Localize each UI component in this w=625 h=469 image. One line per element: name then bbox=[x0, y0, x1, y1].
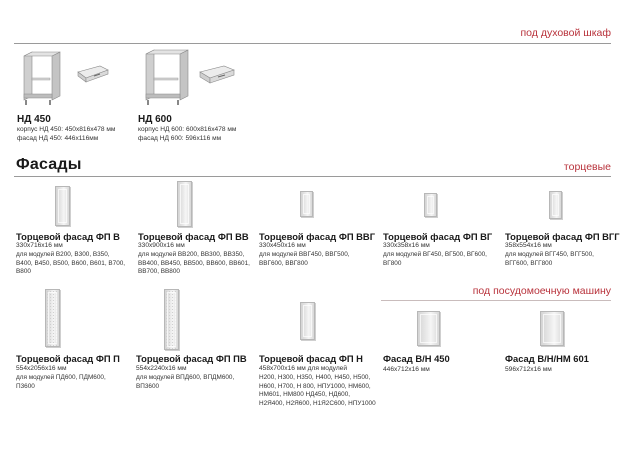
facade-dims: 446x712x16 мм bbox=[383, 366, 430, 373]
facade-modules: для модулей ВВГ450, ВВГ500, ВВГ600, ВВГ800 bbox=[259, 251, 350, 267]
facade-title: Торцевой фасад ФП П bbox=[16, 353, 120, 364]
oven-section-label: под духовой шкаф bbox=[520, 27, 611, 39]
facade-title: Фасад В/Н/НМ 601 bbox=[505, 353, 589, 364]
facade-modules: для модулей ВПД600, ВПДМ600, ВП3600 bbox=[136, 374, 235, 390]
facade-title: Торцевой фасад ФП ВГГ bbox=[505, 231, 620, 242]
facade-title: Фасад В/Н 450 bbox=[383, 353, 450, 364]
facade-title: Торцевой фасад ФП ПВ bbox=[136, 353, 247, 364]
facade-modules: для модулей ВГ450, ВГ500, ВГ600, ВГ800 bbox=[383, 251, 487, 267]
dishwasher-section-rule bbox=[381, 300, 611, 301]
side-panel-icon bbox=[45, 289, 60, 347]
facade-title: Торцевой фасад ФП ВВ bbox=[138, 231, 249, 242]
facade-dims: 554x2240x16 мм bbox=[136, 365, 187, 372]
oven-item-line: корпус НД 450: 450x816x478 мм bbox=[17, 126, 116, 133]
facades-section-label: торцевые bbox=[563, 161, 611, 173]
facade-modules: для модулей В200, В300, В350, В400, В450, В500, В600, В601, В700, В800 bbox=[16, 251, 126, 276]
side-panel-icon bbox=[424, 193, 437, 217]
facade-modules: Н200, Н300, Н350, Н400, Н450, Н500, Н600, Н700, Н 800, НПУ1000, НМ600, НМ601, НМ800 НД450, НД600, Н2Я400, Н2Я600, Н1Я2С600, НПУ1000 bbox=[259, 374, 376, 407]
facade-title: Торцевой фасад ФП ВВГ bbox=[259, 231, 376, 242]
facades-heading: Фасады bbox=[16, 156, 82, 173]
facade-dims: 330x450x16 мм bbox=[259, 242, 306, 249]
facade-dims: 330x716x16 мм bbox=[16, 242, 63, 249]
side-panel-icon bbox=[300, 191, 313, 217]
facade-dims: 458x700x16 мм для модулей bbox=[259, 365, 348, 372]
cabinet-frame-icon bbox=[140, 48, 192, 106]
facade-title: Торцевой фасад ФП В bbox=[16, 231, 120, 242]
facade-title: Торцевой фасад ФП Н bbox=[259, 353, 363, 364]
oven-item-title: НД 450 bbox=[17, 114, 51, 125]
facade-dims: 330x900x16 мм bbox=[138, 242, 185, 249]
facade-modules: для модулей ВВ200, ВВ300, ВВ350, ВВ400, ВВ450, ВВ500, ВВ600, ВВ601, ВВ700, ВВ800 bbox=[138, 251, 250, 276]
facades-section-rule bbox=[14, 176, 611, 177]
facade-dims: 554x2056x16 мм bbox=[16, 365, 67, 372]
side-panel-icon bbox=[540, 311, 564, 346]
oven-item-line: корпус НД 600: 600x816x478 мм bbox=[138, 126, 237, 133]
oven-item-line: фасад НД 600: 596x116 мм bbox=[138, 135, 222, 142]
drawer-icon bbox=[196, 64, 236, 86]
side-panel-icon bbox=[55, 186, 70, 226]
cabinet-frame-icon bbox=[18, 50, 64, 106]
facade-dims: 596x712x16 мм bbox=[505, 366, 552, 373]
oven-item-title: НД 600 bbox=[138, 114, 172, 125]
facade-dims: 330x358x16 мм bbox=[383, 242, 430, 249]
facade-title: Торцевой фасад ФП ВГ bbox=[383, 231, 493, 242]
oven-item-line: фасад НД 450: 446x116мм bbox=[17, 135, 99, 142]
side-panel-icon bbox=[417, 311, 440, 346]
side-panel-icon bbox=[549, 191, 562, 219]
side-panel-icon bbox=[177, 181, 192, 227]
facade-dims: 358x554x16 мм bbox=[505, 242, 552, 249]
drawer-icon bbox=[74, 64, 110, 84]
side-panel-icon bbox=[300, 302, 315, 340]
facade-modules: для модулей ВГГ450, ВГГ500, ВГГ600, ВГГ800 bbox=[505, 251, 594, 267]
side-panel-icon bbox=[164, 289, 179, 350]
facade-modules: для модулей ПД600, ПДМ600, П3600 bbox=[16, 374, 106, 390]
oven-section-rule bbox=[14, 43, 611, 44]
dishwasher-section-label: под посудомоечную машину bbox=[472, 285, 611, 297]
